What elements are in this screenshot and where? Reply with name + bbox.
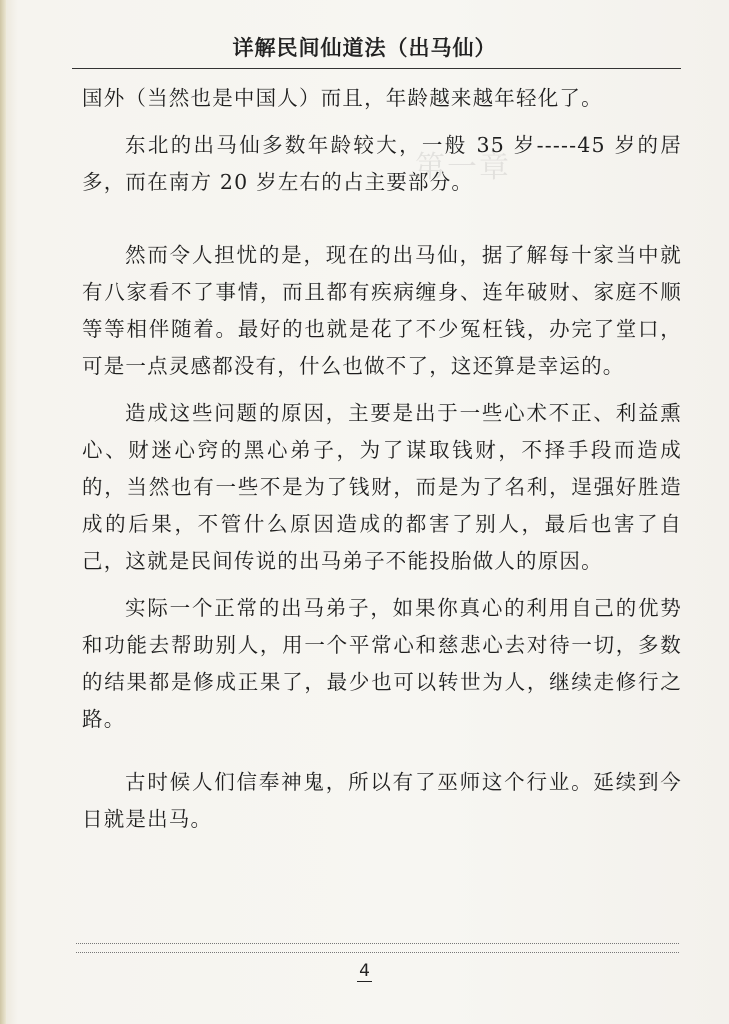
footer-dotted-rule (76, 952, 679, 953)
paragraph: 实际一个正常的出马弟子，如果你真心的利用自己的优势和功能去帮助别人，用一个平常心和慈悲心去对待一切，多数的结果都是修成正果了，最少也可以转世为人，继续走修行之路。 (82, 596, 682, 731)
paragraph: 国外（当然也是中国人）而且，年龄越来越年轻化了。 (82, 86, 603, 110)
paragraph: 东北的出马仙多数年龄较大，一般 35 岁-----45 岁的居多，而在南方 20 岁左右的占主要部分。 (82, 133, 682, 194)
bleed-through-mark: 第一章 (415, 150, 511, 185)
paragraph: 造成这些问题的原因，主要是出于一些心术不正、利益熏心、财迷心窍的黑心弟子，为了谋取钱财，不择手段而造成的，当然也有一些不是为了钱财，而是为了名利，逞强好胜造成的后果，不管什么原因造成的都害了别人，最后也害了自己，这就是民间传说的出马弟子不能投胎做人的原因。 (82, 401, 682, 573)
page-spine-shadow (0, 0, 6, 1024)
paragraph: 然而令人担忧的是，现在的出马仙，据了解每十家当中就有八家看不了事情，而且都有疾病缠身、连年破财、家庭不顺等等相伴随着。最好的也就是花了不少冤枉钱，办完了堂口，可是一点灵感都没有，什么也做不了，这还算是幸运的。 (82, 243, 682, 378)
running-header: 详解民间仙道法（出马仙） (232, 36, 497, 60)
header-rule (72, 68, 681, 69)
page-number-value: 4 (359, 961, 370, 981)
paragraph: 古时候人们信奉神鬼，所以有了巫师这个行业。延续到今日就是出马。 (82, 770, 682, 831)
body-text (82, 80, 682, 848)
footer-dotted-rule (76, 943, 679, 944)
page-number (0, 961, 729, 981)
